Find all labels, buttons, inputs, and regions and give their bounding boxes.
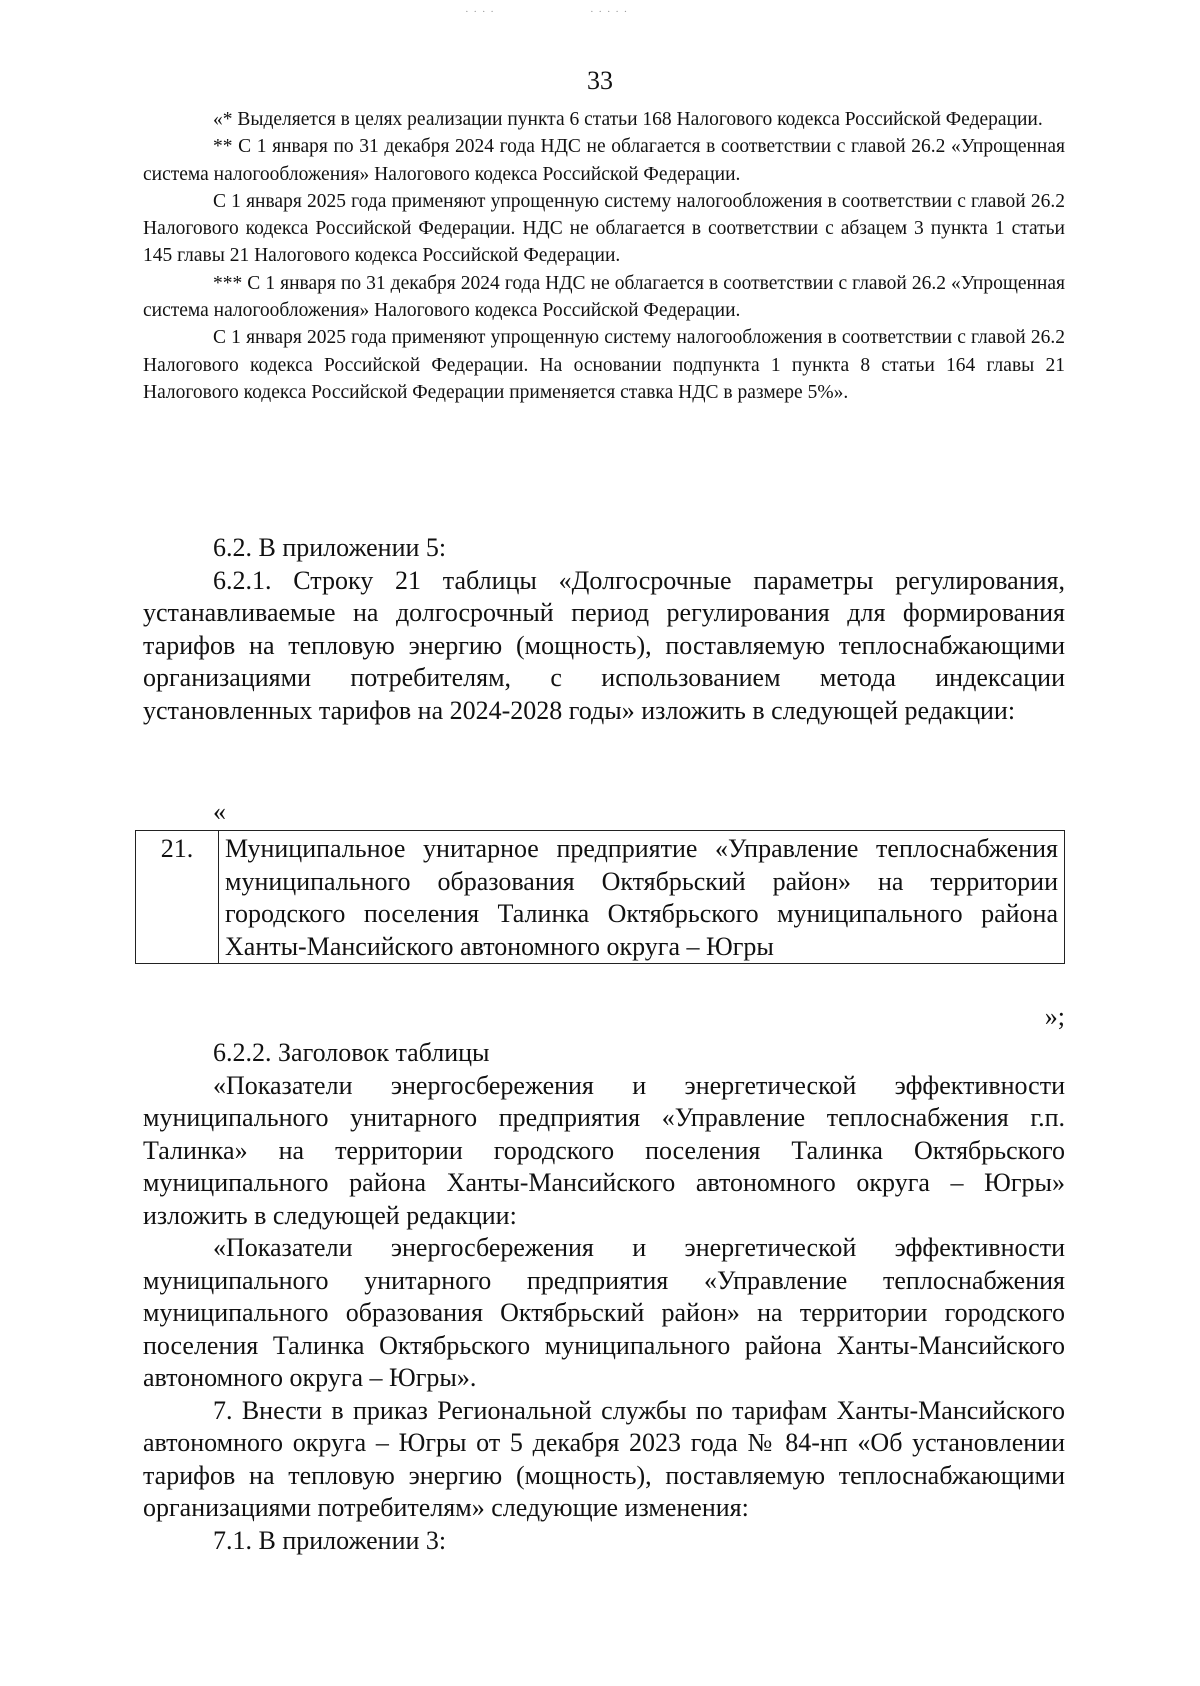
- heading-6-2: 6.2. В приложении 5:: [213, 533, 447, 562]
- scan-artifact: · · · · ·: [590, 6, 629, 18]
- section-6-2-2: [143, 1037, 1065, 1557]
- footnote-triple-star: *** С 1 января по 31 декабря 2024 года НДС не облагается в соответствии с главой 26.2 «Упрощенная система налогообложения» Налогового кодекса Российской Федерации.: [143, 272, 1065, 322]
- scan-artifact: · · · ·: [465, 6, 495, 18]
- paragraph-6-2-2: 6.2.2. Заголовок таблицы: [213, 1038, 490, 1067]
- footnote-star: «* Выделяется в целях реализации пункта 6 статьи 168 Налогового кодекса Российской Федерации.: [213, 109, 1043, 130]
- footnotes: [143, 106, 1065, 406]
- row-number: 21.: [136, 831, 219, 964]
- section-6-2: [143, 532, 1065, 727]
- table-row: [136, 831, 1065, 964]
- footnote-double-star: ** С 1 января по 31 декабря 2024 года НДС не облагается в соответствии с главой 26.2 «Упрощенная система налогообложения» Налогового кодекса Российской Федерации.: [143, 136, 1065, 185]
- page-number: 33: [587, 66, 613, 95]
- open-quote: «: [213, 797, 226, 826]
- paragraph-7-1: 7.1. В приложении 3:: [213, 1525, 447, 1555]
- paragraph-old-title: «Показатели энергосбережения и энергетической эффективности муниципального унитарного предприятия «Управление теплоснабжения г.п. Талинка» на территории городского поселения Талинка Октябрьского муниципального района Ханты-Мансийского автономного округа – Югры» изложить в следующей редакции:: [143, 1070, 1065, 1230]
- footnote-double-star-2025: С 1 января 2025 года применяют упрощенную систему налогообложения в соответствии с главой 26.2 Налогового кодекса Российской Федерации. НДС не облагается в соответствии с абзацем 3 пункта 1 статьи 145 главы 21 Налогового кодекса Российской Федерации.: [143, 190, 1065, 267]
- paragraph-new-title: «Показатели энергосбережения и энергетической эффективности муниципального унитарного предприятия «Управление теплоснабжения муниципального образования Октябрьский район» на территории городского поселения Талинка Октябрьского муниципального района Ханты-Мансийского автономного округа – Югры».: [143, 1233, 1065, 1392]
- table-row-21: [135, 830, 1065, 964]
- paragraph-7: 7. Внести в приказ Региональной службы по тарифам Ханты-Мансийского автономного округа – Югры от 5 декабря 2023 года № 84-нп «Об установлении тарифов на тепловую энергию (мощность), поставляемую теплоснабжающими организациями потребителям» следующие изменения:: [143, 1395, 1065, 1522]
- row-organization: Муниципальное унитарное предприятие «Управление теплоснабжения муниципального образования Октябрьский район» на территории городского поселения Талинка Октябрьского муниципального района Ханты-Мансийского автономного округа – Югры: [219, 831, 1065, 964]
- close-quote: »;: [1044, 1002, 1065, 1031]
- paragraph-6-2-1: 6.2.1. Строку 21 таблицы «Долгосрочные параметры регулирования, устанавливаемые на долгосрочный период регулирования для формирования тарифов на тепловую энергию (мощность), поставляемую теплоснабжающими организациями потребителям, с использованием метода индексации установленных тарифов на 2024-2028 годы» изложить в следующей редакции:: [143, 565, 1065, 725]
- footnote-triple-star-2025: С 1 января 2025 года применяют упрощенную систему налогообложения в соответствии с главой 26.2 Налогового кодекса Российской Федерации. На основании подпункта 1 пункта 8 статьи 164 главы 21 Налогового кодекса Российской Федерации применяется ставка НДС в размере 5%».: [143, 327, 1065, 403]
